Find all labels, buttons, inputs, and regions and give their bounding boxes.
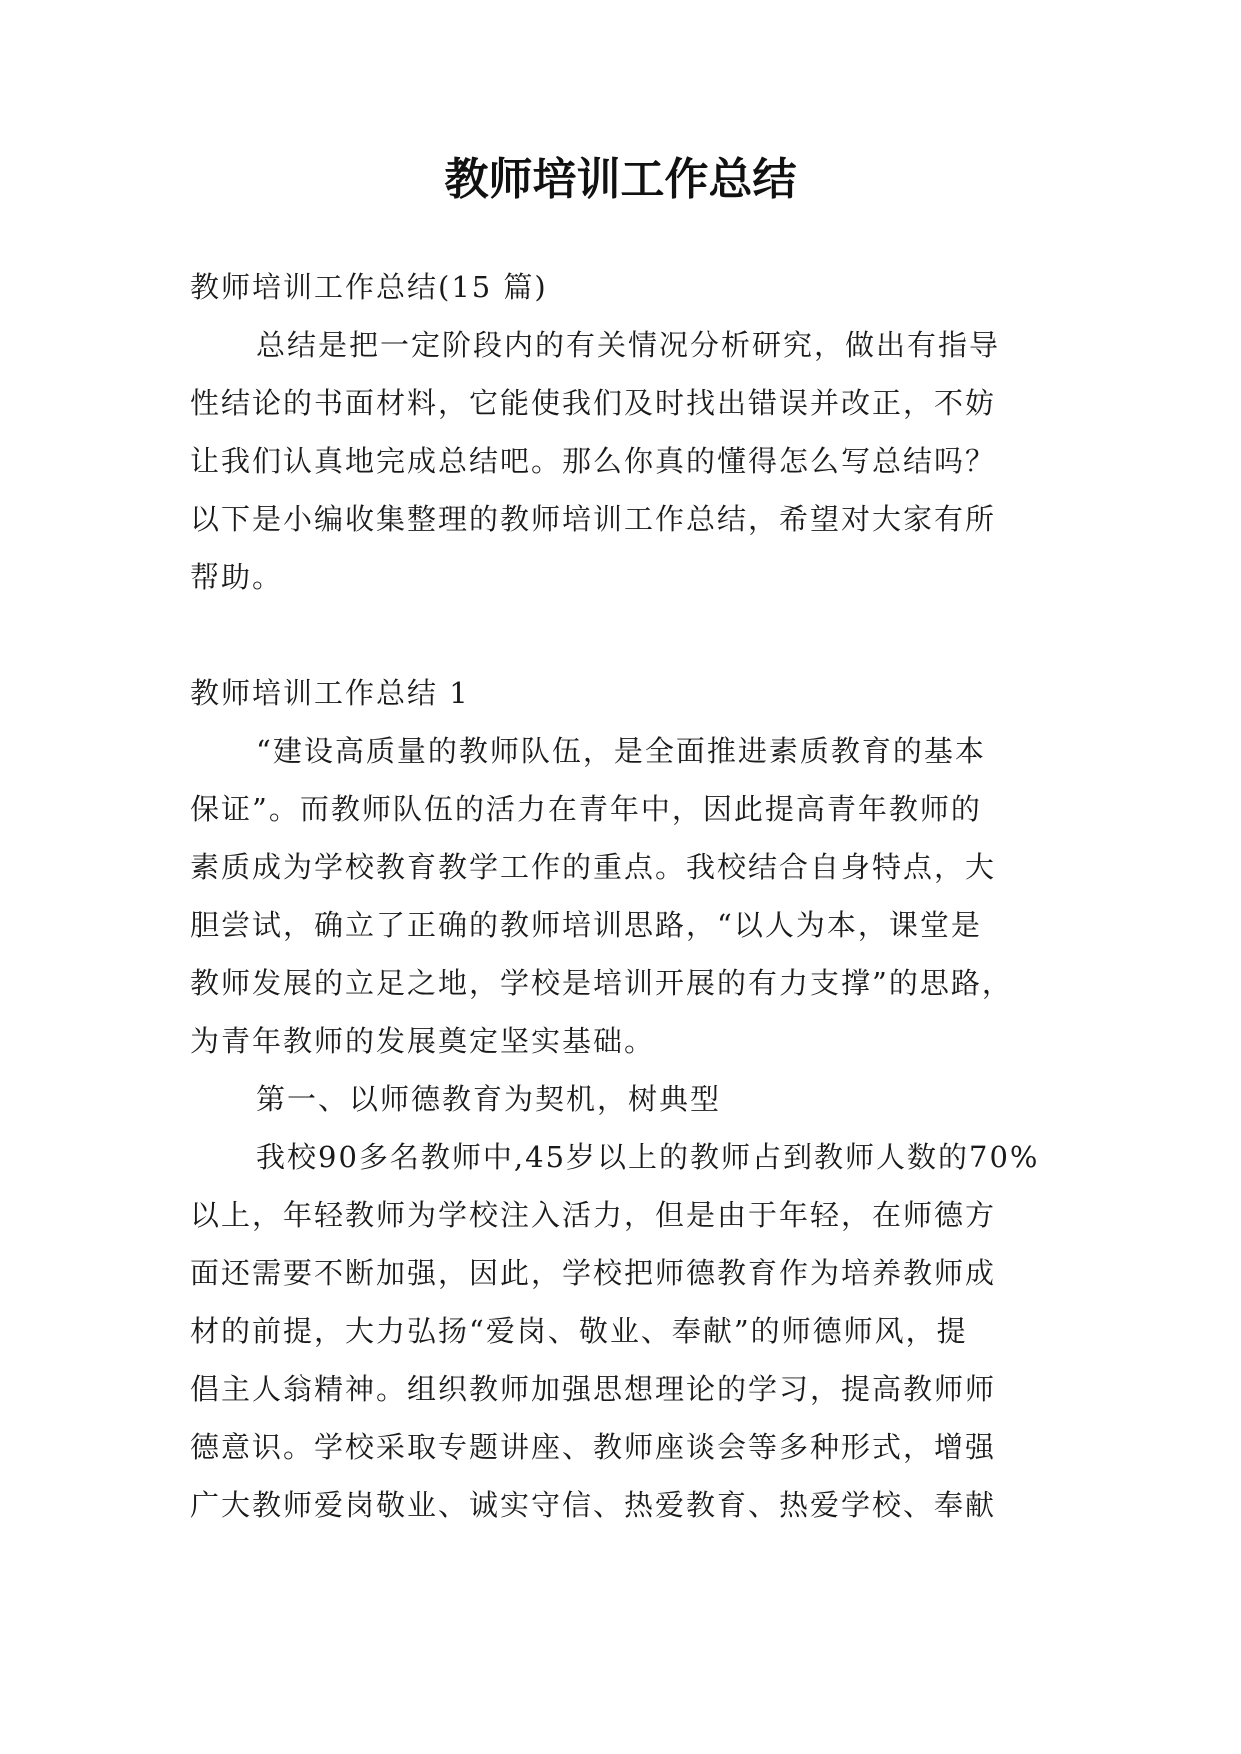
section1-paragraph-1 [190,722,1052,1070]
document-subtitle: 教师培训工作总结(15 篇) [190,270,548,304]
section1-paragraph-2 [190,1128,1052,1534]
paragraph-line: 以上，年轻教师为学校注入活力，但是由于年轻，在师德方 [190,1198,997,1232]
paragraph-line: “建设高质量的教师队伍，是全面推进素质教育的基本 [256,734,986,768]
subheading: 第一、以师德教育为契机，树典型 [256,1082,722,1116]
intro-line: 让我们认真地完成总结吧。那么你真的懂得怎么写总结吗？ [190,444,997,478]
paragraph-line: 德意识。学校采取专题讲座、教师座谈会等多种形式，增强 [190,1430,997,1464]
paragraph-gap [190,606,1052,664]
document-title: 教师培训工作总结 [444,154,797,205]
section-heading: 教师培训工作总结 1 [190,676,470,710]
intro-line: 性结论的书面材料，它能使我们及时找出错误并改正，不妨 [190,386,997,420]
intro-line: 以下是小编收集整理的教师培训工作总结，希望对大家有所 [190,502,997,536]
paragraph-line: 材的前提，大力弘扬“爱岗、敬业、奉献”的师德师风，提 [190,1314,968,1348]
intro-line: 帮助。 [190,560,284,594]
paragraph-line: 胆尝试，确立了正确的教师培训思路，“以人为本，课堂是 [190,908,982,942]
paragraph-line: 我校90多名教师中,45岁以上的教师占到教师人数的70% [256,1140,1040,1174]
paragraph-line: 倡主人翁精神。组织教师加强思想理论的学习，提高教师师 [190,1372,997,1406]
intro-line: 总结是把一定阶段内的有关情况分析研究，做出有指导 [256,328,1001,362]
paragraph-line: 教师发展的立足之地，学校是培训开展的有力支撑”的思路， [190,966,1013,1000]
intro-paragraph [190,316,1052,606]
paragraph-line: 保证”。而教师队伍的活力在青年中，因此提高青年教师的 [190,792,982,826]
paragraph-line: 为青年教师的发展奠定坚实基础。 [190,1024,656,1058]
document-body [190,258,1052,1534]
paragraph-line: 素质成为学校教育教学工作的重点。我校结合自身特点，大 [190,850,997,884]
paragraph-line: 广大教师爱岗敬业、诚实守信、热爱教育、热爱学校、奉献 [190,1488,997,1522]
paragraph-line: 面还需要不断加强，因此，学校把师德教育作为培养教师成 [190,1256,997,1290]
